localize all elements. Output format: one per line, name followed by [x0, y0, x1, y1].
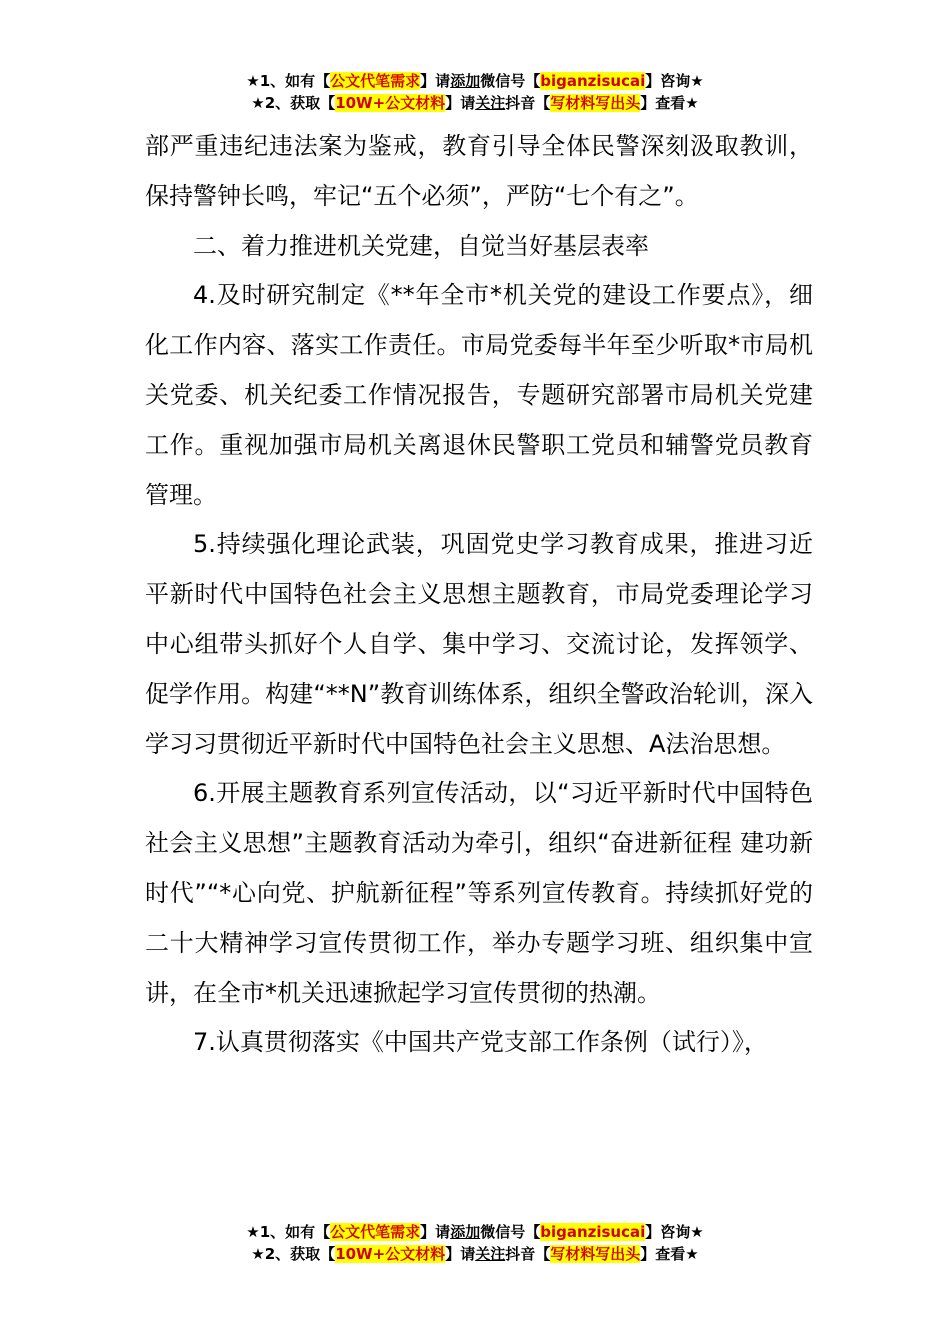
paragraph-continuation: 部严重违纪违法案为鉴戒，教育引导全体民警深刻汲取教训，保持警钟长鸣，牢记“五个必须”，严防“七个有之”。	[145, 132, 813, 210]
paragraph-item-7: 7.认真贯彻落实《中国共产党支部工作条例（试行）》，	[193, 1028, 768, 1057]
section-heading: 二、着力推进机关党建，自觉当好基层表率	[193, 231, 649, 260]
banner-line-1: ★1、如有【公文代笔需求】请添加微信号【biganzisucai】咨询★	[246, 72, 704, 90]
paragraph-item-5: 5.持续强化理论武装，巩固党史学习教育成果，推进习近平新时代中国特色社会主义思想主题教育，市局党委理论学习中心组带头抓好个人自学、集中学习、交流讨论，发挥领学、促学作用。构建“**N”教育训练体系，组织全警政治轮训，深入学习习贯彻近平新时代中国特色社会主义思想、A法治思想。	[145, 530, 813, 758]
banner-highlight: 公文代笔需求	[330, 1223, 421, 1241]
paragraph-item-6: 6.开展主题教育系列宣传活动，以“习近平新时代中国特色社会主义思想”主题教育活动为牵引，组织“奋进新征程 建功新时代”“*心向党、护航新征程”等系列宣传教育。持续抓好党的二十大精神学习宣传贯彻工作，举办专题学习班、组织集中宣讲，在全市*机关迅速掀起学习宣传贯彻的热潮。	[145, 779, 813, 1007]
banner-highlight: 写材料写出头	[550, 94, 641, 112]
header-banner	[0, 70, 950, 114]
banner-line-2: ★2、获取【10W+公文材料】请关注抖音【写材料写出头】查看★	[251, 1245, 699, 1263]
banner-highlight: 公文代笔需求	[330, 72, 421, 90]
banner-highlight: 10W+公文材料	[335, 1245, 446, 1263]
banner-line-1: ★1、如有【公文代笔需求】请添加微信号【biganzisucai】咨询★	[246, 1223, 704, 1241]
banner-highlight: 10W+公文材料	[335, 94, 446, 112]
banner-highlight: biganzisucai	[540, 72, 646, 90]
banner-line-2: ★2、获取【10W+公文材料】请关注抖音【写材料写出头】查看★	[251, 94, 699, 112]
banner-highlight: biganzisucai	[540, 1223, 646, 1241]
paragraph-item-4: 4.及时研究制定《**年全市*机关党的建设工作要点》，细化工作内容、落实工作责任。市局党委每半年至少听取*市局机关党委、机关纪委工作情况报告，专题研究部署市局机关党建工作。重视加强市局机关离退休民警职工党员和辅警党员教育管理。	[145, 281, 813, 509]
banner-highlight: 写材料写出头	[550, 1245, 641, 1263]
footer-banner	[0, 1221, 950, 1265]
document-body	[145, 122, 813, 1068]
